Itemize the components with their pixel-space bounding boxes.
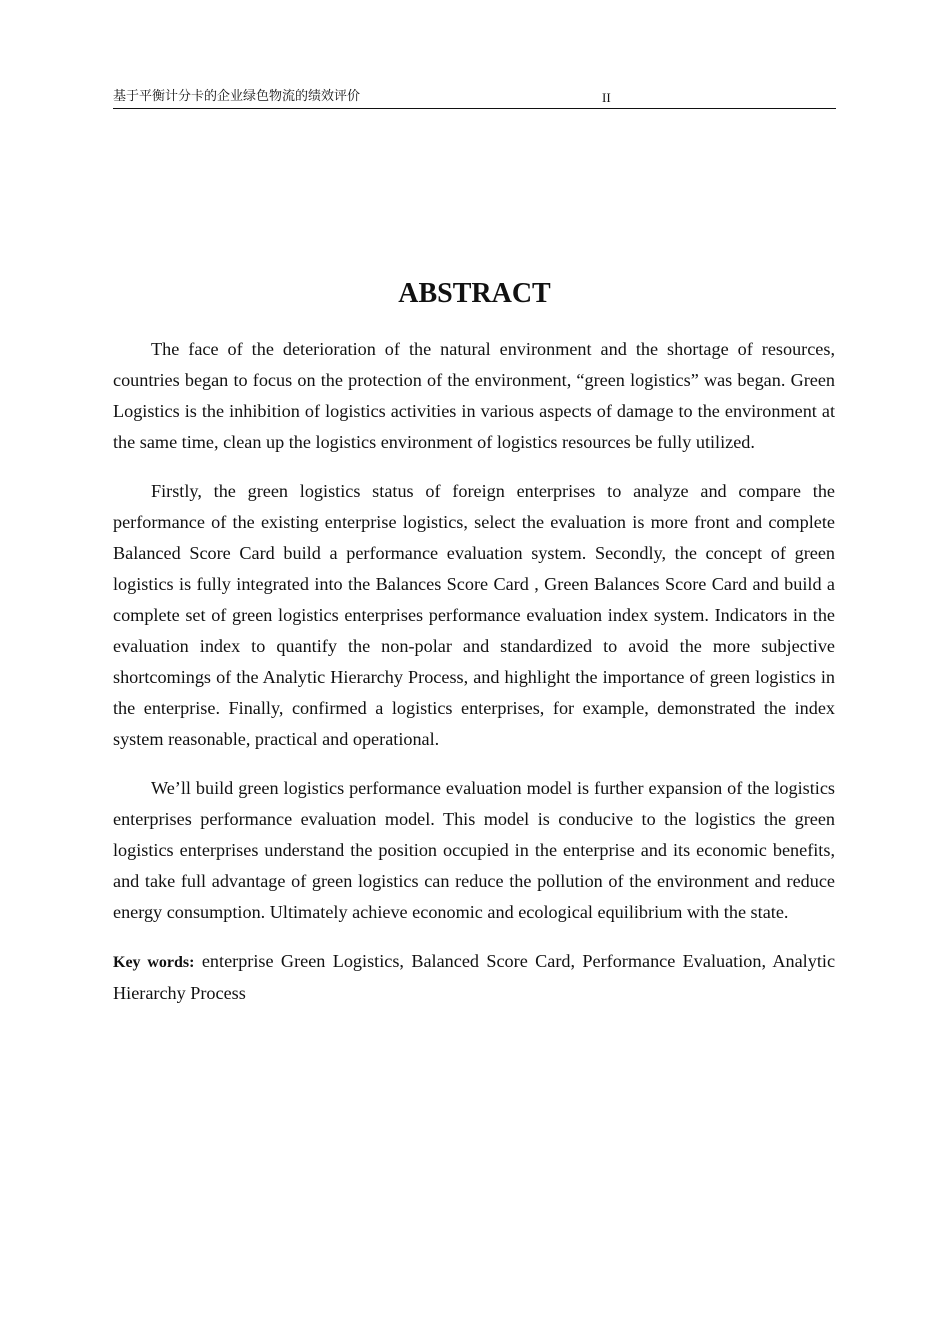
page-header <box>113 88 836 109</box>
keywords <box>113 946 835 1009</box>
keywords-text: enterprise Green Logistics, Balanced Score Card, Performance Evaluation, Analytic Hierarchy Process <box>113 951 836 1003</box>
header-title: 基于平衡计分卡的企业绿色物流的绩效评价 <box>113 89 361 104</box>
abstract-paragraph-3: We’ll build green logistics performance evaluation model is further expansion of the logistics enterprises performance evaluation model. This model is conducive to the logistics the green logistics enterprises understand the position occupied in the enterprise and its economic benefits, and take full advantage of green logistics can reduce the pollution of the environment and reduce energy consumption. Ultimately achieve economic and ecological equilibrium with the state. <box>113 778 835 922</box>
abstract-body <box>113 334 835 1009</box>
abstract-heading: ABSTRACT <box>398 278 551 309</box>
keywords-label: Key words: <box>113 954 195 971</box>
abstract-paragraph-1: The face of the deterioration of the natural environment and the shortage of resources, countries began to focus on the protection of the environment, “green logistics” was began. Green Logistics is the inhibition of logistics activities in various aspects of damage to the environment at the same time, clean up the logistics environment of logistics resources be fully utilized. <box>113 339 835 452</box>
header-page-number: II <box>602 90 611 105</box>
abstract-paragraph-2: Firstly, the green logistics status of foreign enterprises to analyze and compare the performance of the existing enterprise logistics, select the evaluation is more front and complete Balanced Score Card build a performance evaluation system. Secondly, the concept of green logistics is fully integrated into the Balances Score Card , Green Balances Score Card and build a complete set of green logistics enterprises performance evaluation index system. Indicators in the evaluation index to quantify the non-polar and standardized to avoid the more subjective shortcomings of the Analytic Hierarchy Process, and highlight the importance of green logistics in the enterprise. Finally, confirmed a logistics enterprises, for example, demonstrated the index system reasonable, practical and operational. <box>113 481 835 749</box>
